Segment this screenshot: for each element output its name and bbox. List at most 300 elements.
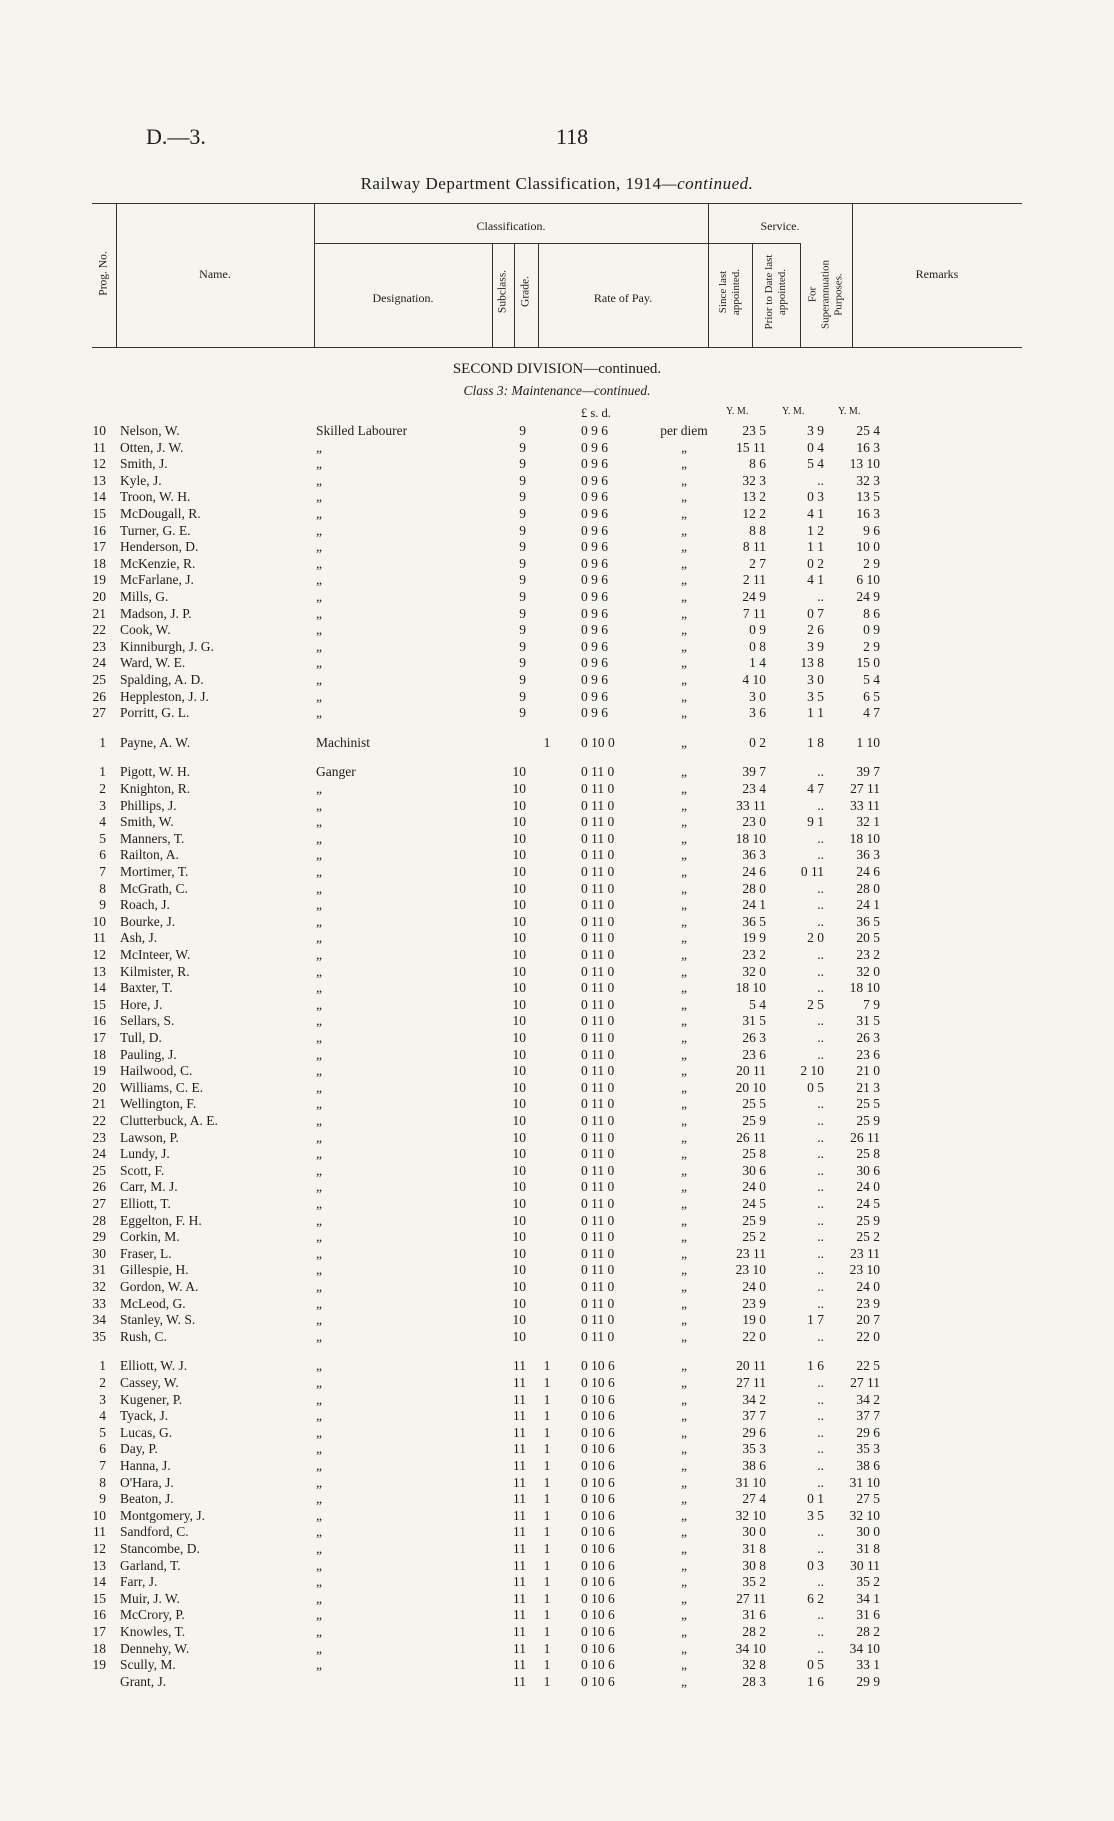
service-since-last: 20 11 [736,1063,766,1079]
employee-name: Clutterbuck, A. E. [120,1113,218,1128]
service-superannuation: 10 0 [856,539,880,555]
subclass: 9 [519,672,526,687]
employee-name: Spalding, A. D. [120,672,204,687]
service-prior: .. [817,1279,824,1294]
table-row [0,813,1114,830]
service-since-last: 24 0 [742,1179,766,1195]
service-since-last: 32 10 [735,1507,766,1523]
pay-unit: „ [681,1079,687,1095]
table-row [0,1673,1114,1690]
rate-of-pay: 0 10 6 [581,1657,615,1673]
service-prior: 3 5 [807,688,824,704]
designation: „ [316,980,322,996]
pay-unit: „ [681,734,687,750]
table-row [0,1012,1114,1029]
table-row [0,1228,1114,1245]
prog-no: 8 [99,1474,106,1490]
service-prior: 4 1 [807,506,824,521]
subclass: 10 [512,996,526,1012]
service-since-last: 8 11 [742,539,766,555]
prog-no: 14 [92,1574,106,1590]
designation: „ [316,1474,322,1490]
rate-of-pay: 0 11 0 [581,963,615,979]
subclass: 10 [512,1146,526,1162]
subclass: 9 [519,688,526,704]
rate-of-pay: 0 10 6 [581,1424,615,1440]
grade: 1 [543,1458,551,1473]
rate-of-pay: 0 9 6 [581,672,608,687]
service-superannuation: 28 0 [856,880,880,896]
pay-unit: „ [681,1474,687,1490]
table-row [0,1507,1114,1524]
designation: „ [316,1541,322,1556]
rate-of-pay: 0 11 0 [581,947,615,962]
service-prior: .. [817,1162,824,1178]
table-row [0,963,1114,980]
designation: „ [316,572,322,588]
service-prior: .. [817,1179,824,1195]
service-superannuation: 24 0 [856,1179,880,1195]
subclass: 11 [513,1541,526,1556]
table-row [0,588,1114,605]
prog-no: 11 [93,930,106,946]
rate-of-pay: 0 11 0 [581,1279,615,1294]
service-since-last: 31 10 [735,1474,766,1490]
employee-name: Ash, J. [120,930,158,946]
service-prior: 0 3 [807,489,824,505]
service-superannuation: 25 9 [856,1212,880,1228]
subclass: 11 [513,1458,526,1473]
subclass: 9 [519,589,526,604]
table-row [0,1640,1114,1657]
service-prior: .. [817,897,824,913]
service-prior: .. [817,1441,824,1457]
pay-unit: „ [681,1673,687,1689]
subclass: 10 [512,1129,526,1145]
employee-name: Heppleston, J. J. [120,688,209,704]
designation-header: Designation. [372,291,434,305]
service-prior: .. [817,947,824,962]
pay-unit: „ [681,947,687,962]
prog-no: 20 [92,1079,106,1095]
pay-unit: „ [681,1245,687,1261]
pay-unit: „ [681,506,687,521]
service-superannuation: 24 1 [856,897,880,913]
service-since-last: 26 3 [742,1030,766,1045]
rate-of-pay: 0 10 6 [581,1607,615,1623]
pay-unit: „ [681,880,687,896]
service-prior: 4 7 [807,781,824,796]
prog-no: 26 [92,688,106,704]
service-superannuation: 24 9 [856,589,880,604]
table-row [0,1457,1114,1474]
prog-no: 23 [92,638,106,654]
pay-unit: „ [681,1375,687,1390]
pay-unit: „ [681,1441,687,1457]
pay-unit: „ [681,1657,687,1673]
designation: „ [316,913,322,929]
pay-unit: „ [681,1574,687,1590]
subclass: 9 [519,439,526,455]
rate-of-pay-header: Rate of Pay. [593,291,653,305]
pay-unit: „ [681,1624,687,1639]
prog-no: 15 [92,1590,106,1606]
designation: „ [316,1196,322,1211]
subclass: 10 [512,797,526,813]
service-prior: .. [817,847,824,863]
designation: „ [316,439,322,455]
subclass: 11 [513,1474,526,1490]
rate-of-pay: 0 10 6 [581,1441,615,1457]
subclass: 9 [519,472,526,488]
subclass: 10 [512,1046,526,1062]
pay-unit: „ [681,1607,687,1623]
table-row [0,1112,1114,1129]
service-superannuation: 24 6 [856,864,880,879]
prog-no: 9 [99,897,106,913]
service-since-last: 4 10 [742,672,766,687]
service-prior: 9 1 [807,814,824,830]
prog-no: 6 [99,1441,106,1457]
pay-unit: „ [681,1541,687,1556]
subclass: 10 [512,1096,526,1112]
classification-header: Classification. [476,219,546,233]
service-prior: 4 1 [807,572,824,588]
pay-unit: „ [681,672,687,687]
prog-no: 3 [99,1391,106,1407]
designation: „ [316,522,322,538]
service-since-last: 19 0 [742,1312,766,1328]
rate-of-pay: 0 10 6 [581,1458,615,1473]
subclass: 10 [512,1328,526,1344]
service-superannuation: 6 5 [863,688,880,704]
service-superannuation: 2 9 [863,555,880,571]
prior-to-date-header: Prior to Date last appointed. [763,254,788,330]
designation: „ [316,1096,322,1112]
employee-name: Garland, T. [120,1557,181,1573]
designation: „ [316,1424,322,1440]
subclass: 10 [512,1079,526,1095]
service-superannuation: 34 2 [856,1391,880,1407]
service-since-last: 23 2 [742,947,766,962]
service-prior: .. [817,1295,824,1311]
rate-of-pay: 0 9 6 [581,472,608,488]
subclass: 10 [512,781,526,796]
service-superannuation: 39 7 [856,764,880,780]
prog-no: 16 [92,1013,106,1029]
service-since-last: 25 9 [742,1113,766,1128]
service-prior: .. [817,1375,824,1390]
rate-of-pay: 0 10 6 [581,1541,615,1556]
employee-name: McGrath, C. [120,880,188,896]
service-superannuation: 37 7 [856,1408,880,1424]
service-since-last: 32 8 [742,1657,766,1673]
pay-unit: „ [681,1328,687,1344]
designation: „ [316,897,322,913]
designation: „ [316,947,322,962]
service-since-last: 13 2 [742,489,766,505]
service-since-last: 36 5 [742,913,766,929]
rate-of-pay: 0 11 0 [581,1229,615,1245]
table-row [0,1079,1114,1096]
designation: „ [316,1590,322,1606]
subclass: 11 [513,1391,526,1407]
table-row [0,929,1114,946]
subclass: 10 [512,1162,526,1178]
prog-no: 16 [92,522,106,538]
service-since-last: 0 8 [749,638,766,654]
pay-unit: „ [681,1391,687,1407]
grade: 1 [543,1607,551,1623]
service-prior: 0 11 [800,864,824,879]
subclass: 11 [513,1607,526,1623]
designation: „ [316,589,322,604]
designation: „ [316,1262,322,1278]
service-since-last: 18 10 [735,830,766,846]
subclass: 10 [512,1212,526,1228]
prog-no: 28 [92,1212,106,1228]
rate-of-pay: 0 11 0 [581,764,615,780]
service-since-last: 27 11 [736,1590,766,1606]
service-superannuation: 27 11 [850,781,880,796]
subclass: 10 [512,1113,526,1128]
table-row [0,1590,1114,1607]
service-since-last: 30 6 [742,1162,766,1178]
employee-name: Kinniburgh, J. G. [120,638,214,654]
subclass: 10 [512,1245,526,1261]
service-superannuation: 16 3 [856,506,880,521]
designation: „ [316,688,322,704]
subclass: 11 [513,1590,526,1606]
employee-name: Muir, J. W. [120,1590,180,1606]
designation: „ [316,1013,322,1029]
rate-of-pay: 0 10 6 [581,1574,615,1590]
service-prior: 2 0 [807,930,824,946]
designation: „ [316,1574,322,1590]
service-since-last: 30 8 [742,1557,766,1573]
service-prior: 1 2 [807,522,824,538]
prog-no: 22 [92,1113,106,1128]
service-since-last: 30 0 [742,1524,766,1540]
title-suffix: —continued. [661,174,754,193]
subclass: 9 [519,705,526,721]
subclass: 10 [512,947,526,962]
table-row [0,780,1114,797]
service-since-last: 34 2 [742,1391,766,1407]
service-prior: 3 0 [807,672,824,687]
service-superannuation: 36 3 [856,847,880,863]
designation: „ [316,996,322,1012]
subclass: 9 [519,605,526,621]
employee-name: Cassey, W. [120,1375,179,1390]
table-row [0,671,1114,688]
rate-of-pay: 0 10 6 [581,1624,615,1639]
employee-name: Hore, J. [120,996,163,1012]
pay-unit: „ [681,1358,687,1374]
service-since-last: 24 6 [742,864,766,879]
grade: 1 [543,1424,551,1440]
prog-no: 25 [92,1162,106,1178]
designation: „ [316,1328,322,1344]
table-row [0,472,1114,489]
service-superannuation: 25 5 [856,1096,880,1112]
employee-name: Hanna, J. [120,1458,171,1473]
prog-no: 31 [92,1262,106,1278]
prog-no: 29 [92,1229,106,1245]
subclass: 10 [512,1030,526,1045]
service-prior: 3 9 [807,638,824,654]
rate-of-pay: 0 10 0 [581,734,615,750]
designation: „ [316,963,322,979]
subclass: 10 [512,764,526,780]
service-prior: .. [817,1524,824,1540]
prog-no: 5 [99,830,106,846]
prog-no: 19 [92,1063,106,1079]
rate-of-pay: 0 11 0 [581,1046,615,1062]
service-prior: 2 10 [800,1063,824,1079]
service-superannuation: 22 0 [856,1328,880,1344]
rate-of-pay: 0 11 0 [581,1212,615,1228]
service-since-last: 5 4 [749,996,766,1012]
grade: 1 [543,1657,551,1673]
rate-of-pay: 0 11 0 [581,1196,615,1211]
rate-of-pay: 0 11 0 [581,781,615,796]
service-prior: .. [817,1328,824,1344]
grade: 1 [543,1673,551,1689]
prog-no: 18 [92,1046,106,1062]
service-prior: 0 5 [807,1079,824,1095]
rate-of-pay: 0 11 0 [581,830,615,846]
subclass: 9 [519,655,526,671]
pay-unit: „ [681,930,687,946]
service-superannuation: 25 8 [856,1146,880,1162]
prog-no: 17 [92,1624,106,1639]
rate-of-pay: 0 9 6 [581,555,608,571]
pay-unit: „ [681,539,687,555]
rate-of-pay: 0 11 0 [581,1129,615,1145]
grade: 1 [543,1624,551,1639]
designation: „ [316,605,322,621]
service-since-last: 20 10 [735,1079,766,1095]
employee-name: Mortimer, T. [120,864,189,879]
pay-unit: „ [681,1262,687,1278]
service-prior: .. [817,1541,824,1556]
pay-unit: „ [681,814,687,830]
designation: „ [316,1391,322,1407]
grade: 1 [543,1441,551,1457]
rate-of-pay: 0 10 6 [581,1507,615,1523]
grade: 1 [543,1391,551,1407]
designation: „ [316,1046,322,1062]
table-row [0,1407,1114,1424]
pay-unit: „ [681,764,687,780]
employee-name: Scully, M. [120,1657,176,1673]
service-since-last: 1 4 [749,655,766,671]
employee-name: McCrory, P. [120,1607,185,1623]
designation: „ [316,830,322,846]
title-text: Railway Department Classification, 1914 [360,174,662,193]
employee-name: Knowles, T. [120,1624,186,1639]
pay-unit: „ [681,913,687,929]
employee-name: Stanley, W. S. [120,1312,196,1328]
employee-name: Wellington, F. [120,1096,197,1112]
service-superannuation: 26 3 [856,1030,880,1045]
employee-name: Montgomery, J. [120,1507,205,1523]
prog-no: 24 [92,1146,106,1162]
service-superannuation: 25 2 [856,1229,880,1245]
prog-no: 27 [92,1196,106,1211]
grade: 1 [543,1408,551,1424]
employee-name: McDougall, R. [120,506,201,521]
pay-unit: „ [681,622,687,638]
service-prior: .. [817,1046,824,1062]
service-superannuation: 25 4 [856,423,880,438]
designation: „ [316,1245,322,1261]
rate-of-pay: 0 11 0 [581,1079,615,1095]
employee-name: Elliott, W. J. [120,1358,188,1374]
service-prior: .. [817,1146,824,1162]
pay-unit: „ [681,797,687,813]
service-superannuation: 6 10 [856,572,880,588]
rate-of-pay: 0 11 0 [581,1162,615,1178]
designation: „ [316,864,322,879]
pay-unit: „ [681,897,687,913]
grade: 1 [543,734,551,750]
rate-of-pay: 0 9 6 [581,506,608,521]
pay-unit: „ [681,830,687,846]
prog-no: 32 [92,1279,106,1294]
service-since-last: 31 6 [742,1607,766,1623]
pay-unit: „ [681,555,687,571]
table-row [0,538,1114,555]
rate-of-pay: 0 11 0 [581,897,615,913]
rate-of-pay: 0 10 6 [581,1557,615,1573]
service-prior: 13 8 [800,655,824,671]
employee-name: Ward, W. E. [120,655,186,671]
rate-of-pay: 0 10 6 [581,1590,615,1606]
subclass: 11 [513,1424,526,1440]
service-superannuation: 30 0 [856,1524,880,1540]
pay-unit: „ [681,996,687,1012]
subclass: 11 [513,1375,526,1390]
prog-no: 11 [93,439,106,455]
prog-no: 13 [92,472,106,488]
subclass: 11 [513,1491,526,1507]
employee-name: Lundy, J. [120,1146,170,1162]
table-row [0,1540,1114,1557]
pay-unit: „ [681,605,687,621]
employee-name: Railton, A. [120,847,179,863]
service-since-last: 8 6 [749,456,766,472]
prog-no: 12 [92,947,106,962]
service-superannuation: 36 5 [856,913,880,929]
pay-unit: „ [681,1129,687,1145]
service-superannuation: 26 11 [850,1129,880,1145]
subclass: 9 [519,506,526,521]
employee-name: Beaton, J. [120,1491,174,1507]
table-row [0,654,1114,671]
service-prior: .. [817,472,824,488]
pay-unit: „ [681,847,687,863]
prog-no: 21 [92,605,106,621]
rate-of-pay: 0 9 6 [581,622,608,638]
subclass: 11 [513,1574,526,1590]
designation: „ [316,1640,322,1656]
service-prior: .. [817,1574,824,1590]
service-superannuation: 32 3 [856,472,880,488]
service-prior: 1 1 [807,539,824,555]
subclass: 10 [512,1196,526,1211]
